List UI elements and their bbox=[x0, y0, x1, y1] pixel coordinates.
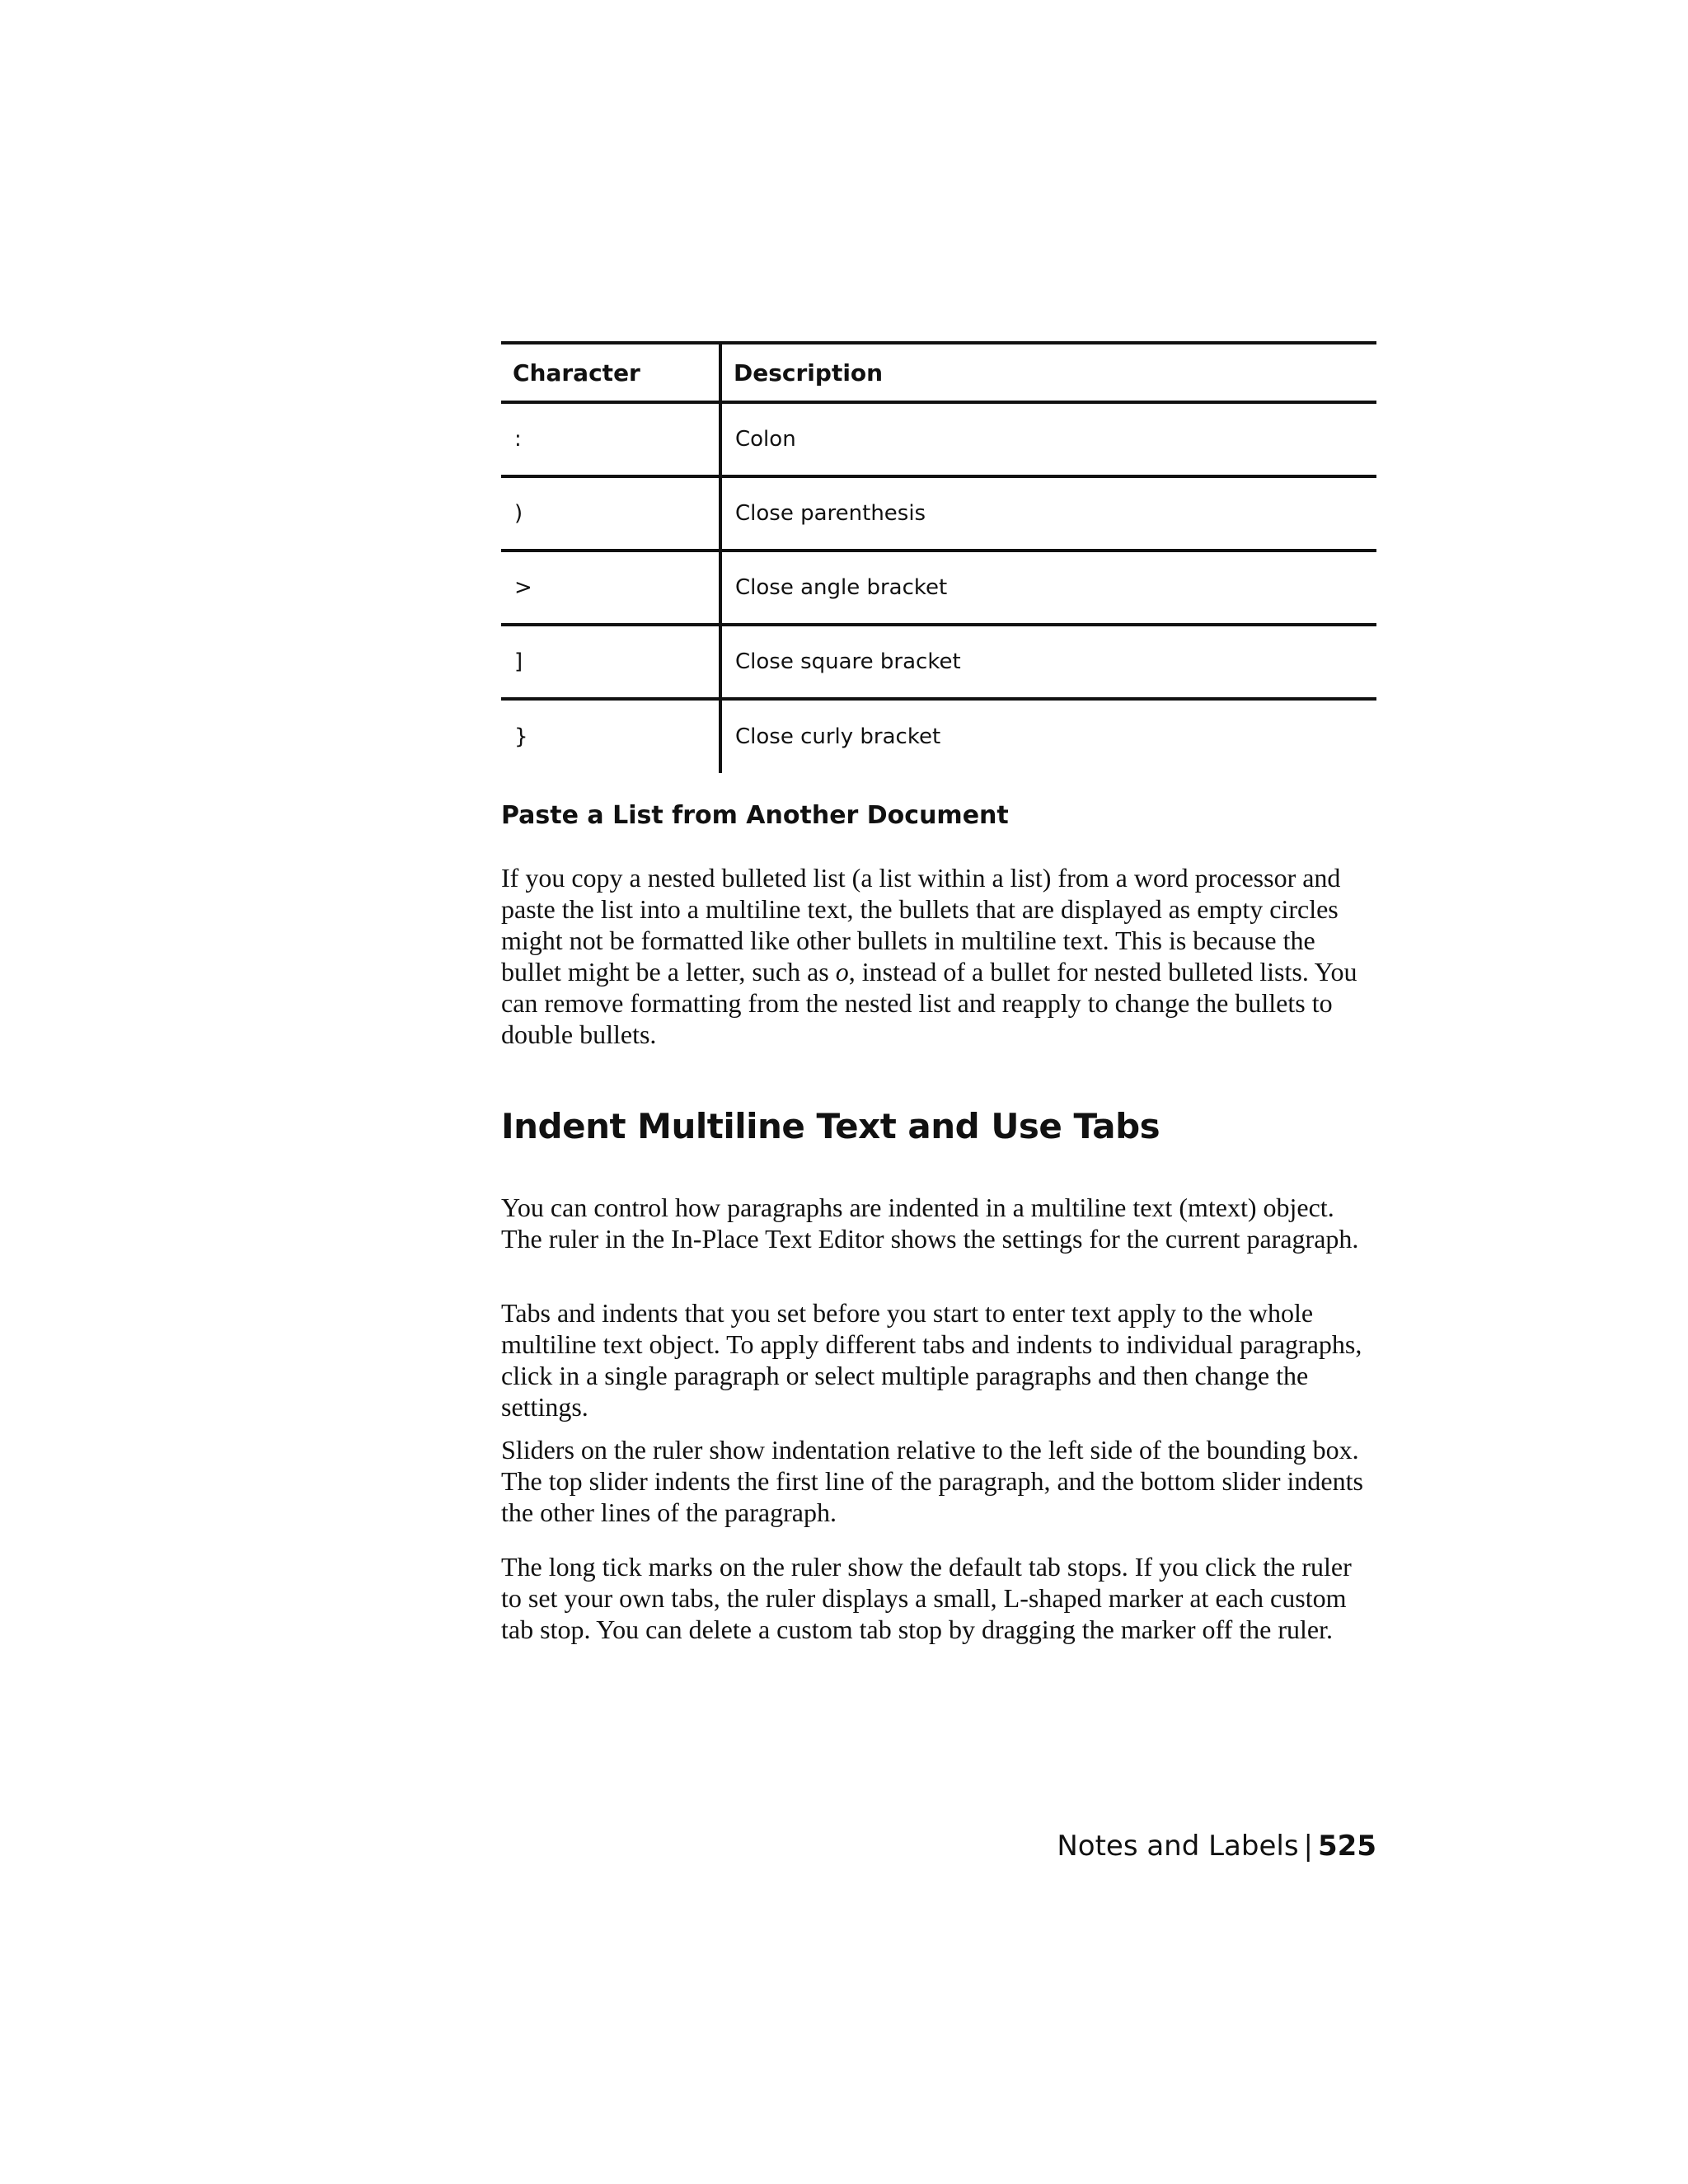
table-row bbox=[501, 625, 1376, 699]
body-paragraph: Sliders on the ruler show indentation relative to the left side of the bounding box. The top slider indents the first line of the paragraph, and the bottom slider indents the other lines of the paragraph. bbox=[501, 1435, 1363, 1527]
cell-character: > bbox=[501, 551, 720, 625]
header-description: Description bbox=[720, 343, 1376, 402]
table-row bbox=[501, 699, 1376, 773]
cell-character: : bbox=[501, 402, 720, 476]
footer-section-name: Notes and Labels bbox=[1057, 1830, 1299, 1863]
cell-description: Close curly bracket bbox=[735, 724, 941, 749]
table-row bbox=[501, 551, 1376, 625]
cell-description: Close angle bracket bbox=[720, 551, 1376, 625]
header-character: Character bbox=[501, 343, 720, 402]
cell-character: ) bbox=[501, 476, 720, 551]
section-title: Indent Multiline Text and Use Tabs bbox=[501, 1106, 1160, 1146]
paragraph-text: If you copy a nested bulleted list (a list within a list) from a word processor and paste the list into a multiline text, the bullets that are displayed as empty circles might not be formatted like other bullets in multiline text. This is because the bullet might be a letter, such as bbox=[501, 863, 1341, 987]
page-number: 525 bbox=[1318, 1830, 1376, 1863]
table-header-row bbox=[501, 343, 1376, 402]
footer-separator: | bbox=[1303, 1830, 1314, 1863]
paste-list-heading: Paste a List from Another Document bbox=[501, 801, 1009, 830]
cell-character: } bbox=[501, 699, 720, 773]
cell-description: Close parenthesis bbox=[720, 476, 1376, 551]
body-paragraph: The long tick marks on the ruler show the default tab stops. If you click the ruler to set your own tabs, the ruler displays a small, L-shaped marker at each custom tab stop. You can delete a custom tab stop by dragging the marker off the ruler. bbox=[501, 1552, 1352, 1644]
table-row bbox=[501, 402, 1376, 476]
cell-character: ] bbox=[501, 625, 720, 699]
paragraph-text: , instead of a bullet for nested bulleted lists. You can remove formatting from the nested list and reapply to change the bullets to double bullets. bbox=[501, 957, 1357, 1049]
table-row bbox=[501, 476, 1376, 551]
body-paragraph: Tabs and indents that you set before you start to enter text apply to the whole multiline text object. To apply different tabs and indents to individual paragraphs, click in a single paragraph or select multiple paragraphs and then change the settings. bbox=[501, 1298, 1362, 1422]
body-paragraph: You can control how paragraphs are indented in a multiline text (mtext) object. The ruler in the In-Place Text Editor shows the settings for the current paragraph. bbox=[501, 1193, 1359, 1254]
paste-list-paragraph bbox=[501, 862, 1378, 1050]
italic-letter: o bbox=[835, 957, 849, 987]
page-footer bbox=[1057, 1830, 1376, 1863]
cell-description: Colon bbox=[720, 402, 1376, 476]
character-table bbox=[501, 341, 1376, 773]
cell-description: Close square bracket bbox=[720, 625, 1376, 699]
